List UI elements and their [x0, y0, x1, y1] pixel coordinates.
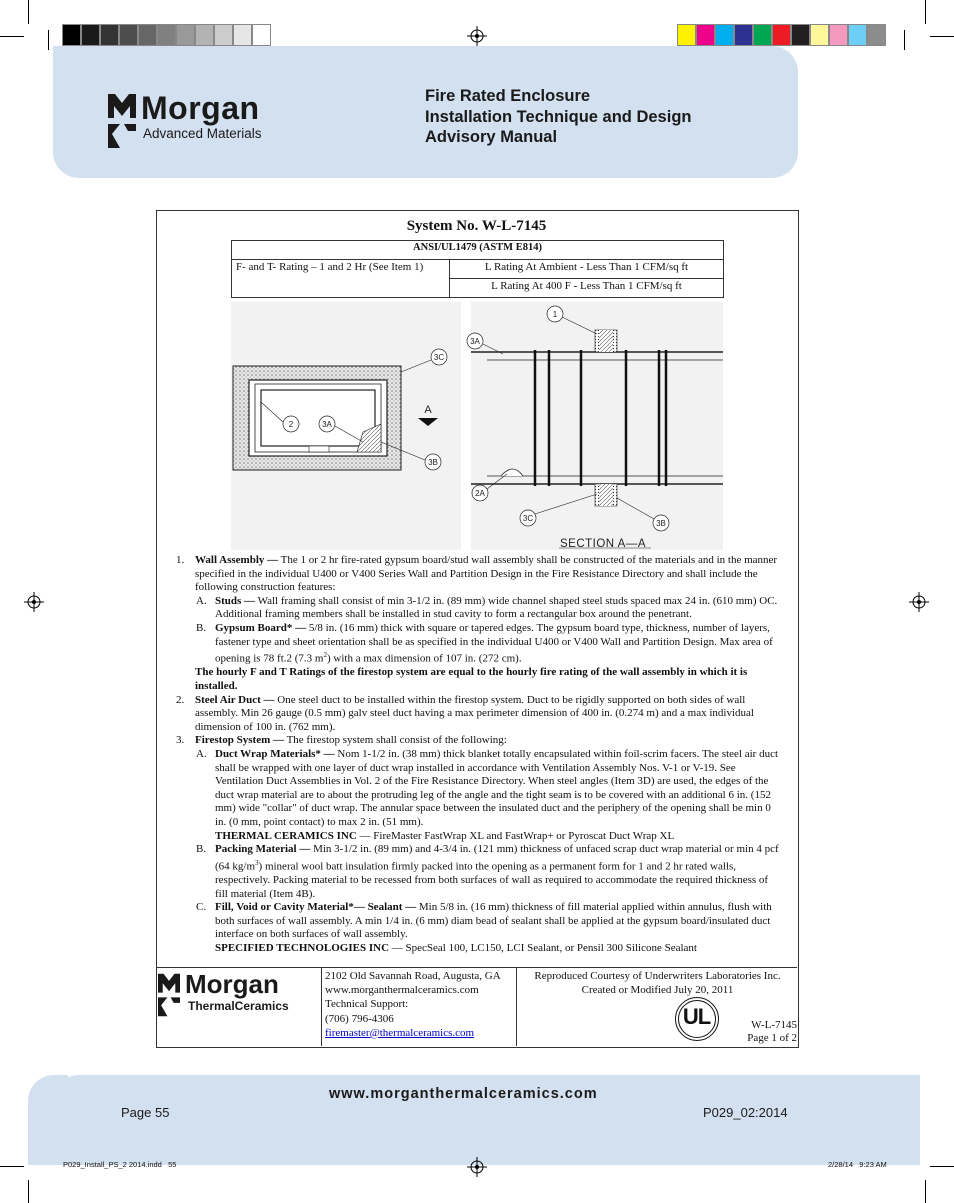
footer-logo-wordmark: Morgan: [185, 969, 279, 999]
calibration-swatch: [176, 24, 195, 46]
ft-rating-cell: F- and T- Rating – 1 and 2 Hr (See Item 1): [232, 260, 450, 298]
calibration-swatch: [195, 24, 214, 46]
item-3a: A. Duct Wrap Materials* — Nom 1-1/2 in. (38 mm) thick blanket totally encapsulated within foil-scrim facers. The steel air duct shall be wrapped with one layer of duct wrap installed in accordance with Ventilation Assembly Nos. V-1 or V-19. See Ventilation Duct Assemblies in Vol. 2 of the Fire Resistance Directory. When steel angles (Item 3D) are used, the edges of the duct wrap material are to about the protruding leg of the angle and the tight seam is to be covered with an additional 6 in. (152 mm) wide "collar" of duct wrap. The annular space between the insulated duct and the periphery of the opening shall be min 0 in. (0 mm, point contact) to max 2 in. (51 mm).: [196, 747, 779, 828]
calibration-swatch: [119, 24, 138, 46]
section-arrow-label: A: [424, 404, 432, 416]
item-1a: A. Studs — Wall framing shall consist of min 3-1/2 in. (89 mm) wide channel shaped steel studs spaced max 24 in. (610 mm) OC. Additional framing members shall be installed in stud cavity to form a rectangular box around the penetrant.: [196, 594, 778, 621]
footer-band-tab: [28, 1075, 68, 1165]
registration-mark-top: [467, 26, 487, 46]
calibration-swatch: [810, 24, 829, 46]
label-3b-left: 3B: [428, 458, 438, 467]
item-1b: B. Gypsum Board* — 5/8 in. (16 mm) thick with square or tapered edges. The gypsum board type, thickness, number of layers, fastener type and sheet orientation shall be as specified in the individual U400 or V400 Wall and Partition Design. Max area of opening is 78 ft.2 (7.3 $m^2$) with a max dimension of 107 in. (272 cm).: [196, 621, 773, 665]
label-2: 2: [288, 420, 294, 429]
calibration-swatch: [81, 24, 100, 46]
footer-logo-subtitle: ThermalCeramics: [188, 999, 289, 1013]
label-3c-left: 3C: [433, 353, 445, 362]
system-items: [176, 554, 782, 956]
created-date: Created or Modified July 20, 2011: [581, 984, 734, 996]
ul-mark-text: UL: [682, 1004, 711, 1029]
calibration-swatch: [214, 24, 233, 46]
morgan-m-icon: [108, 94, 136, 148]
item-3c: C. Fill, Void or Cavity Material*— Sealant — Min 5/8 in. (16 mm) thickness of fill material applied within annulus, flush with both surfaces of wall assembly. A min 1/4 in. (6 mm) diam bead of sealant shall be applied at the gypsum board/insulated duct interface on both surfaces of wall assembly.: [196, 901, 772, 941]
label-2a: 2A: [475, 489, 485, 498]
grayscale-calibration-bar: [62, 24, 271, 46]
footer-url: www.morganthermalceramics.com: [329, 1086, 598, 1102]
title-line-1: Fire Rated Enclosure: [425, 87, 591, 105]
system-title: System No. W-L-7145: [406, 218, 547, 234]
thermal-ceramics-logo: [158, 969, 318, 1022]
system-code: W-L-7145: [751, 1019, 797, 1031]
calibration-swatch: [867, 24, 886, 46]
title-line-2: Installation Technique and Design: [425, 107, 692, 126]
calibration-swatch: [715, 24, 734, 46]
morgan-m-icon: [158, 972, 180, 1018]
registration-mark-right: [909, 592, 929, 612]
item-3c-manufacturer: SPECIFIED TECHNOLOGIES INC — SpecSeal 100, LC150, LCI Sealant, or Pensil 300 Silicone Sealant: [215, 941, 697, 954]
contact-block: [321, 967, 517, 1046]
item-1-note: The hourly F and T Ratings of the firestop system are equal to the hourly fire rating of the wall assembly in which it is installed.: [195, 666, 748, 692]
section-caption: SECTION A—A: [560, 538, 647, 550]
registration-mark-bottom: [467, 1157, 487, 1177]
system-drawing: [231, 302, 723, 550]
l-rating-ambient-cell: L Rating At Ambient - Less Than 1 CFM/sq ft: [450, 260, 724, 279]
publication-code: P029_02:2014: [703, 1105, 788, 1120]
page-number: Page 55: [121, 1105, 170, 1120]
item-1: 1. Wall Assembly — The 1 or 2 hr fire-rated gypsum board/stud wall assembly shall be constructed of the materials and in the manner specified in the individual U400 or V400 Series Wall and Partition Design in the Fire Resistance Directory and shall include the following construction features:: [176, 554, 778, 594]
color-calibration-bar: [677, 24, 886, 46]
registration-mark-left: [24, 592, 44, 612]
calibration-swatch: [138, 24, 157, 46]
calibration-swatch: [753, 24, 772, 46]
calibration-swatch: [734, 24, 753, 46]
item-3: 3. Firestop System — The firestop system shall consist of the following:: [176, 734, 507, 747]
calibration-swatch: [677, 24, 696, 46]
l-rating-400-cell: L Rating At 400 F - Less Than 1 CFM/sq ft: [450, 279, 724, 298]
manual-title: [425, 86, 691, 148]
slug-file: P029_Install_PS_2 2014.indd 55: [63, 1160, 177, 1169]
logo-subtitle: Advanced Materials: [143, 126, 262, 141]
calibration-swatch: [157, 24, 176, 46]
label-3b-right: 3B: [656, 519, 666, 528]
label-3a-left: 3A: [322, 420, 332, 429]
ul-courtesy: Reproduced Courtesy of Underwriters Laboratories Inc.: [534, 970, 781, 982]
ul-credit-block: [518, 969, 797, 997]
calibration-swatch: [791, 24, 810, 46]
rating-table: [231, 240, 724, 298]
calibration-swatch: [100, 24, 119, 46]
item-2: 2. Steel Air Duct — One steel duct to be installed within the firestop system. Duct to be rigidly supported on both sides of wall assembly. Min 26 gauge (0.5 mm) galv steel duct having a max perimeter dimension of 400 in. (0.274 m) and a max individual dimension of 100 in. (762 mm).: [176, 693, 754, 733]
rating-table-header: ANSI/UL1479 (ASTM E814): [232, 241, 724, 260]
calibration-swatch: [233, 24, 252, 46]
page-of: Page 1 of 2: [747, 1032, 797, 1044]
morgan-logo: [108, 90, 298, 150]
phone-number: (706) 796-4306: [325, 1012, 394, 1025]
slug-date: 2/28/14 9:23 AM: [828, 1160, 887, 1169]
website-text: www.morganthermalceramics.com: [325, 984, 479, 997]
page-id-block: [700, 1019, 797, 1045]
calibration-swatch: [62, 24, 81, 46]
title-line-3: Advisory Manual: [425, 128, 558, 146]
address: 2102 Old Savannah Road, Augusta, GA: [325, 970, 501, 982]
label-3c-right: 3C: [522, 514, 534, 523]
label-1: 1: [552, 310, 558, 319]
label-3a-right: 3A: [470, 337, 480, 346]
calibration-swatch: [696, 24, 715, 46]
item-3a-manufacturer: THERMAL CERAMICS INC — FireMaster FastWrap XL and FastWrap+ or Pyroscat Duct Wrap XL: [215, 829, 675, 842]
item-3b: B. Packing Material — Min 3-1/2 in. (89 mm) and 4-3/4 in. (121 mm) thickness of unfaced scrap duct wrap material or min 4 pcf (64 $kg/m^3$) mineral wool batt insulation firmly packed into the opening as a permanent form for 1 and 2 hr rated walls, respectively. Packing material to be recessed from both surfaces of wall as required to accommodate the required thickness of fill material (Item 4B).: [196, 843, 779, 900]
email-link[interactable]: firemaster@thermalceramics.com: [325, 1026, 475, 1039]
calibration-swatch: [848, 24, 867, 46]
support-label: Technical Support:: [325, 998, 409, 1011]
logo-wordmark: Morgan: [141, 90, 260, 126]
calibration-swatch: [252, 24, 271, 46]
calibration-swatch: [829, 24, 848, 46]
calibration-swatch: [772, 24, 791, 46]
